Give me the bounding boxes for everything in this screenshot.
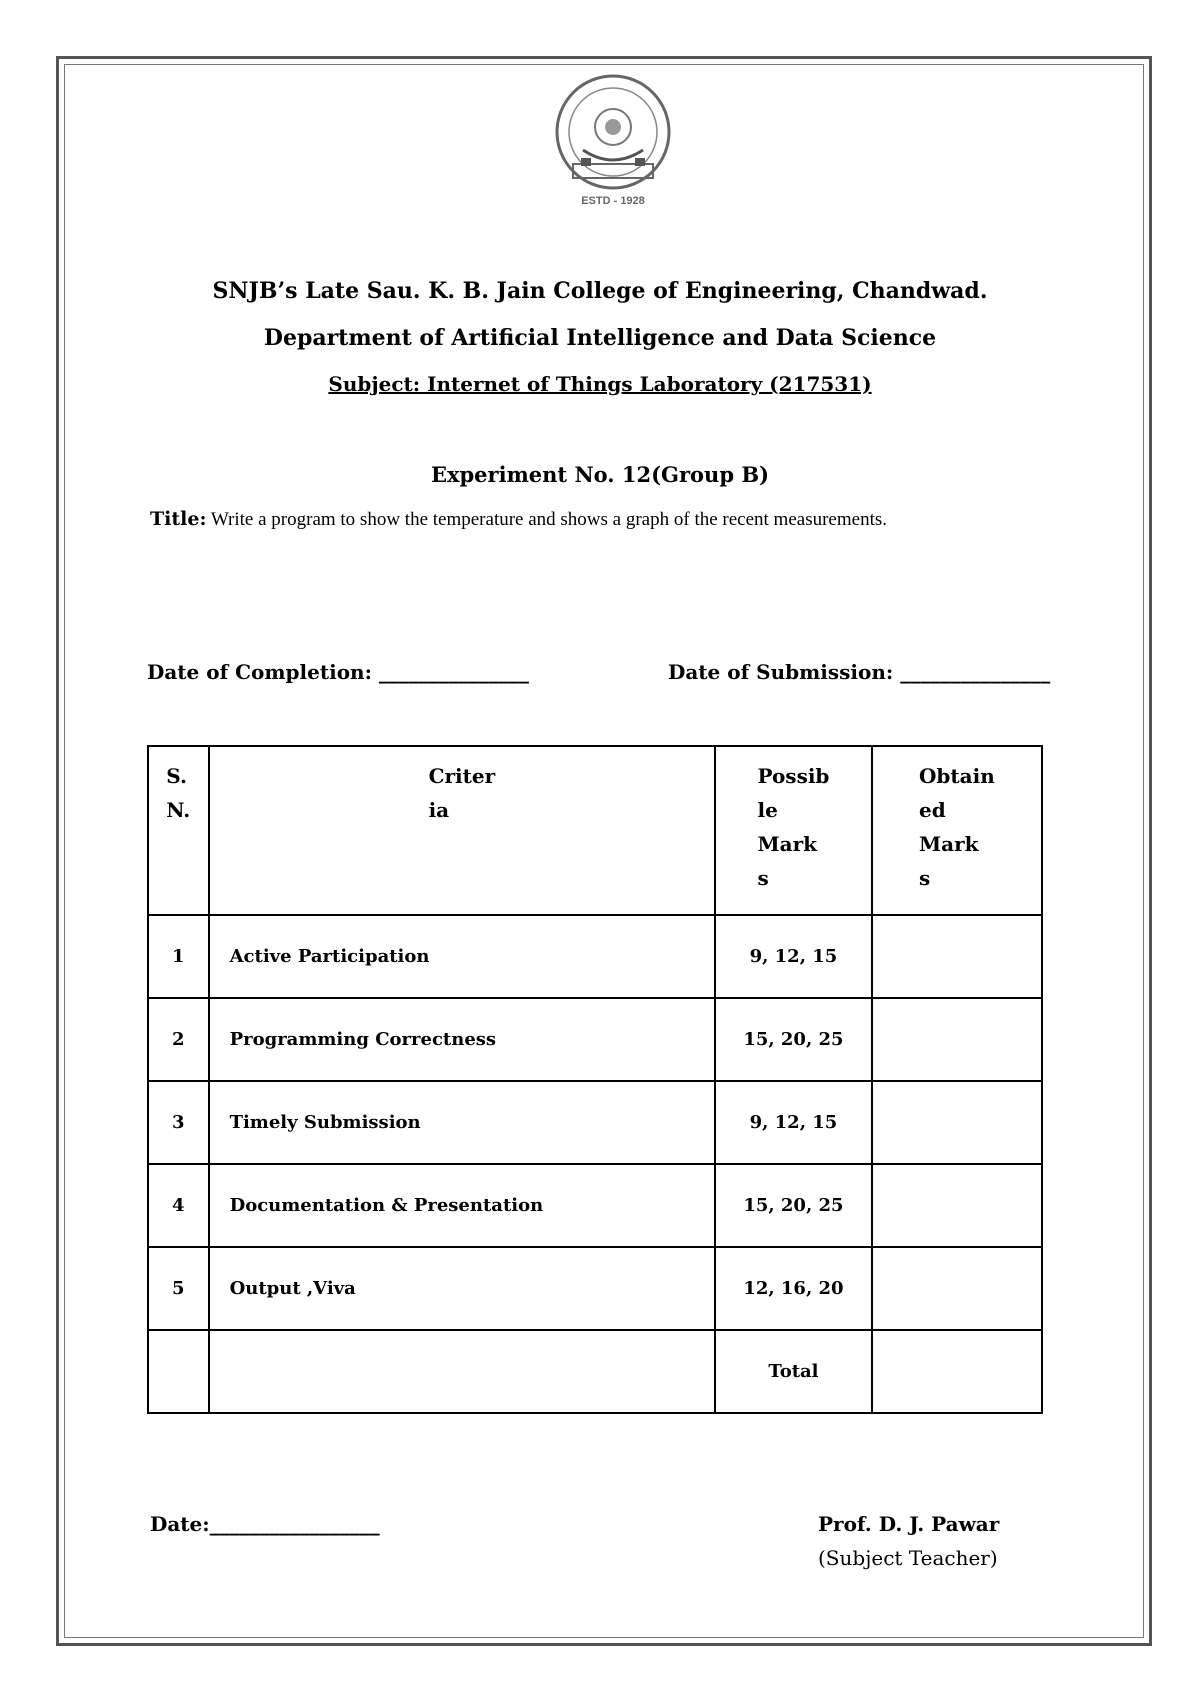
row-possible: 15, 20, 25 bbox=[715, 1164, 872, 1247]
row-obtained[interactable] bbox=[872, 1081, 1042, 1164]
subject-line bbox=[0, 372, 1200, 396]
table-header-row bbox=[148, 746, 1042, 915]
row-criteria: Documentation & Presentation bbox=[209, 1164, 716, 1247]
row-obtained[interactable] bbox=[872, 915, 1042, 998]
row-possible: 12, 16, 20 bbox=[715, 1247, 872, 1330]
college-name: SNJB’s Late Sau. K. B. Jain College of Engineering, Chandwad. bbox=[212, 278, 988, 304]
department-name: Department of Artificial Intelligence and Data Science bbox=[263, 325, 937, 351]
table-row bbox=[148, 1247, 1042, 1330]
title-text: Write a program to show the temperature and shows a graph of the recent measurements. bbox=[206, 509, 887, 530]
row-sn: 4 bbox=[148, 1164, 209, 1247]
header-sn: S. N. bbox=[148, 746, 209, 915]
row-obtained[interactable] bbox=[872, 1247, 1042, 1330]
teacher-role: (Subject Teacher) bbox=[818, 1546, 998, 1570]
header-criteria: Criter ia bbox=[209, 746, 716, 915]
row-sn: 1 bbox=[148, 915, 209, 998]
row-possible: 15, 20, 25 bbox=[715, 998, 872, 1081]
total-sn-cell bbox=[148, 1330, 209, 1413]
logo-estd-text: ESTD - 1928 bbox=[581, 195, 645, 207]
row-criteria: Output ,Viva bbox=[209, 1247, 716, 1330]
date-of-completion: Date of Completion: _______________ bbox=[147, 660, 529, 684]
row-criteria: Timely Submission bbox=[209, 1081, 716, 1164]
experiment-title bbox=[150, 505, 950, 534]
row-sn: 5 bbox=[148, 1247, 209, 1330]
experiment-heading: Experiment No. 12(Group B) bbox=[430, 462, 770, 487]
table-row bbox=[148, 998, 1042, 1081]
row-obtained[interactable] bbox=[872, 998, 1042, 1081]
row-possible: 9, 12, 15 bbox=[715, 1081, 872, 1164]
marks-table bbox=[147, 745, 1043, 1414]
table-row bbox=[148, 1164, 1042, 1247]
row-sn: 2 bbox=[148, 998, 209, 1081]
row-obtained[interactable] bbox=[872, 1164, 1042, 1247]
date-of-submission: Date of Submission: _______________ bbox=[668, 660, 1051, 684]
total-obtained-cell[interactable] bbox=[872, 1330, 1042, 1413]
total-label: Total bbox=[715, 1330, 872, 1413]
footer-date: Date:_________________ bbox=[150, 1512, 380, 1536]
header-obtained-marks: Obtain ed Mark s bbox=[872, 746, 1042, 915]
table-row bbox=[148, 915, 1042, 998]
title-label: Title: bbox=[150, 508, 207, 530]
row-sn: 3 bbox=[148, 1081, 209, 1164]
subject-text: Subject: Internet of Things Laboratory (217531) bbox=[328, 372, 872, 396]
teacher-name: Prof. D. J. Pawar bbox=[818, 1512, 1000, 1536]
table-row bbox=[148, 1081, 1042, 1164]
row-criteria: Programming Correctness bbox=[209, 998, 716, 1081]
row-possible: 9, 12, 15 bbox=[715, 915, 872, 998]
total-criteria-cell bbox=[209, 1330, 716, 1413]
header-possible-marks: Possib le Mark s bbox=[715, 746, 872, 915]
row-criteria: Active Participation bbox=[209, 915, 716, 998]
table-total-row bbox=[148, 1330, 1042, 1413]
college-logo bbox=[543, 72, 683, 212]
